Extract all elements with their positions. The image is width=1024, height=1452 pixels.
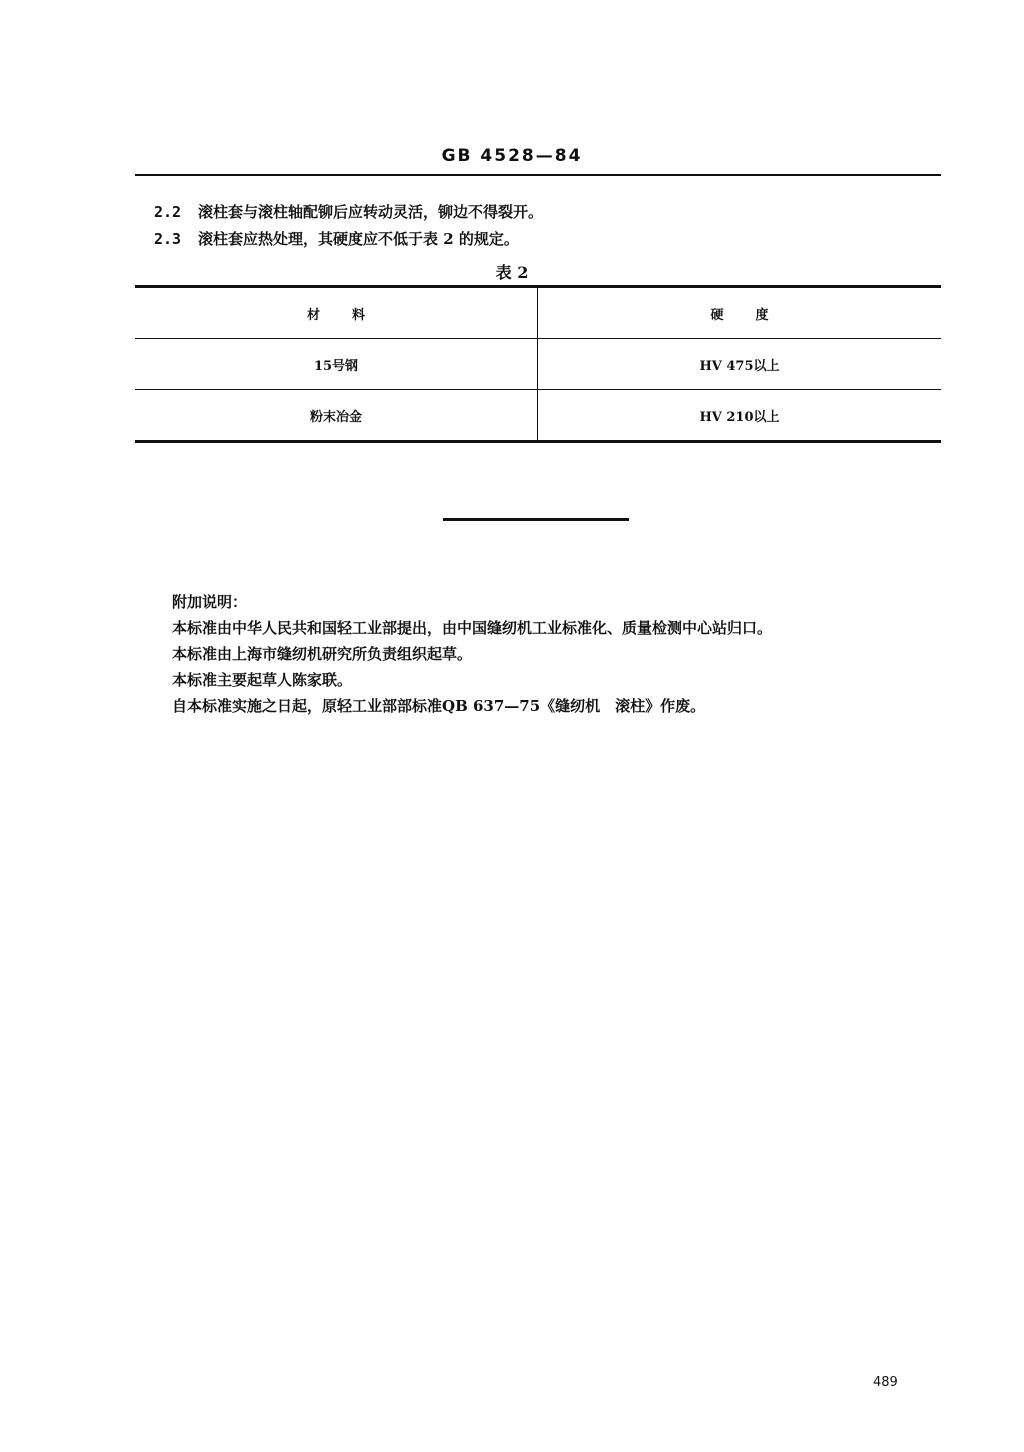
clause-2-2 (154, 201, 543, 222)
page-number: 489 (873, 1375, 898, 1390)
header-rule (135, 174, 941, 176)
notes-title: 附加说明： (172, 593, 248, 611)
clause-text: 滚柱套与滚柱轴配铆后应转动灵活，铆边不得裂开。 (198, 203, 544, 221)
note-line: 本标准由中华人民共和国轻工业部提出，由中国缝纫机工业标准化、质量检测中心站归口。 (172, 619, 773, 637)
material-cell: 粉末冶金 (135, 390, 538, 442)
hardness-table (135, 285, 941, 443)
additional-notes (172, 589, 932, 719)
note-line: 本标准由上海市缝纫机研究所负责组织起草。 (172, 645, 473, 663)
note-line: 本标准主要起草人陈家联。 (172, 671, 353, 689)
table-header-row (135, 287, 941, 339)
clause-2-3 (154, 228, 519, 249)
clause-text: 滚柱套应热处理，其硬度应不低于表 2 的规定。 (198, 230, 519, 248)
header-hardness: 硬度 (710, 307, 801, 323)
table-row (135, 339, 941, 390)
end-of-text-rule (443, 518, 629, 521)
header-material: 材料 (135, 287, 538, 339)
clause-number: 2.3 (154, 230, 182, 248)
note-line: 自本标准实施之日起，原轻工业部部标准QB 637—75《缝纫机 滚柱》作废。 (172, 697, 706, 715)
table-caption: 表 2 (495, 263, 529, 282)
document-code: GB 4528—84 (441, 146, 583, 166)
hardness-cell: HV 475以上 (538, 339, 942, 390)
hardness-cell: HV 210以上 (538, 390, 942, 442)
clause-number: 2.2 (154, 203, 182, 221)
material-cell: 15号钢 (135, 339, 538, 390)
table-row (135, 390, 941, 442)
